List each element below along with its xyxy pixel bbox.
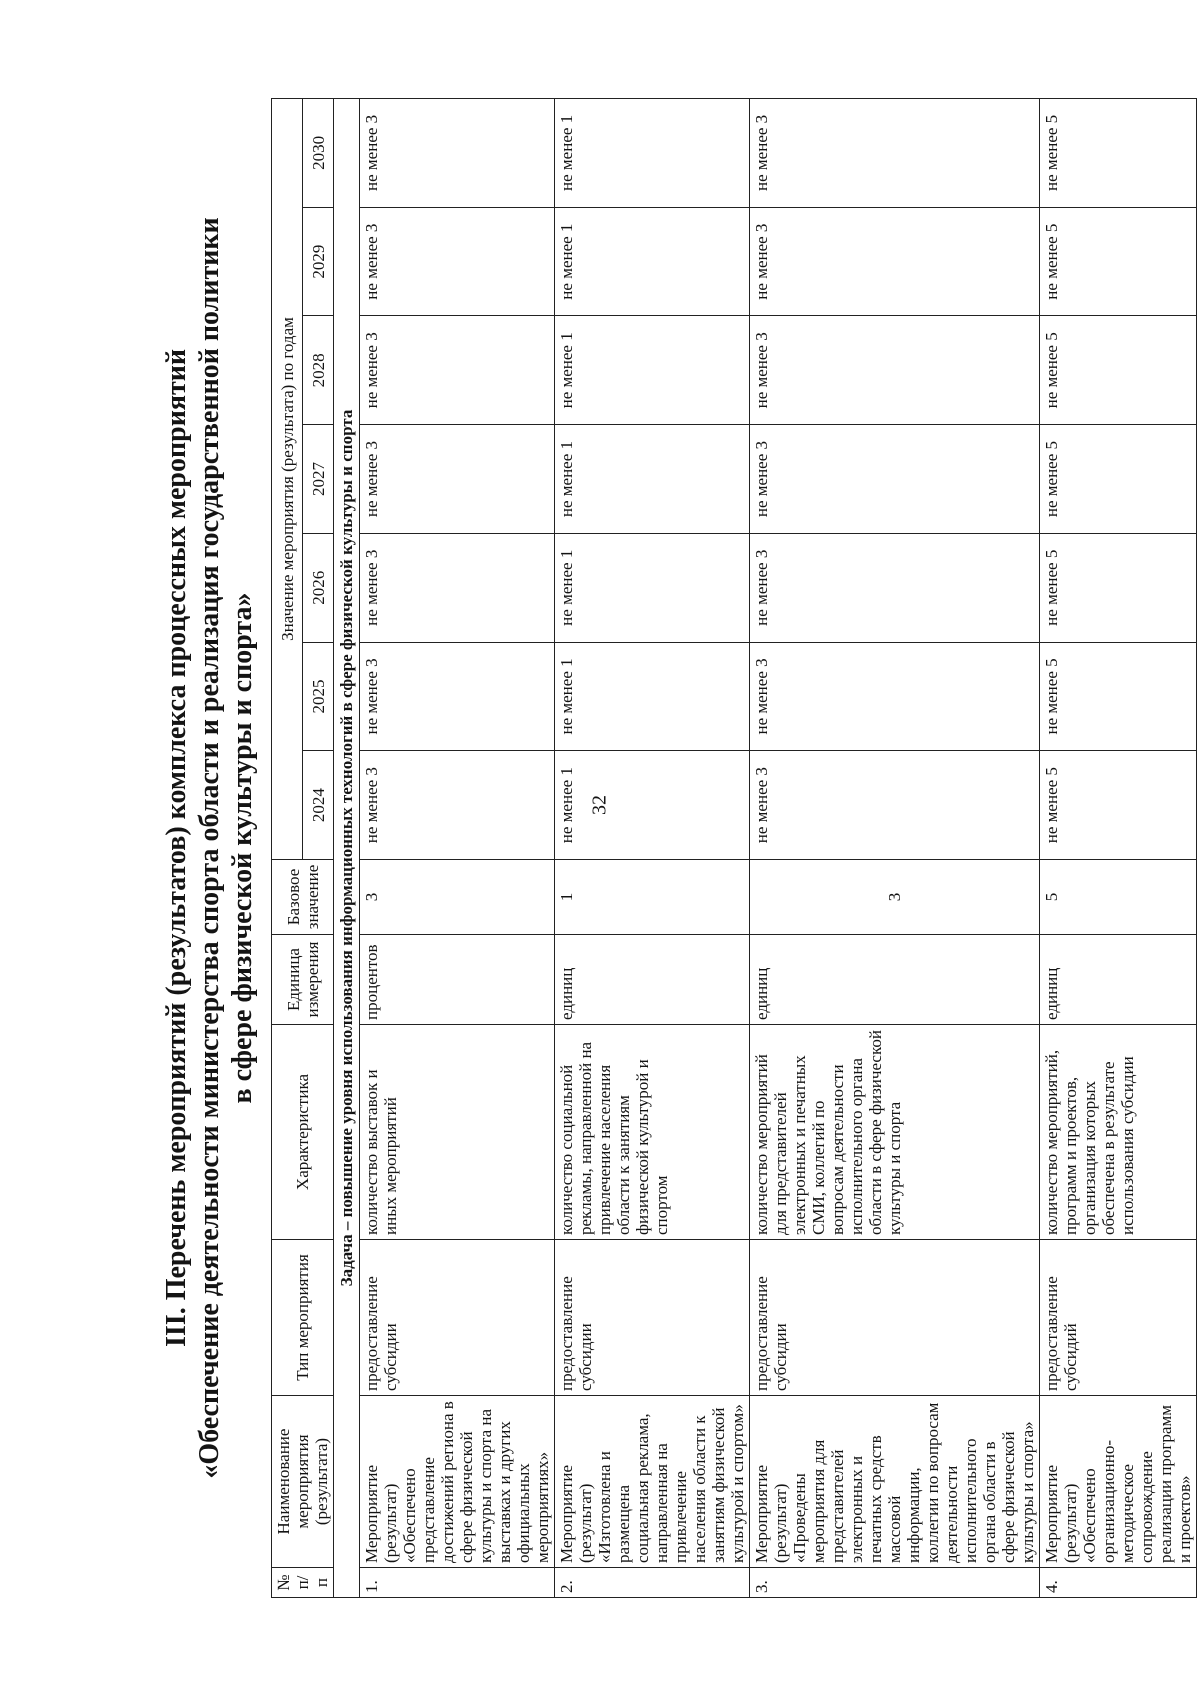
row-value: не менее 3 bbox=[750, 99, 1040, 208]
row-value: не менее 5 bbox=[1040, 316, 1197, 425]
row-characteristic: количество мероприятий, программ и проектов, организация которых обеспечена в результате использования субсидии bbox=[1040, 1025, 1197, 1240]
row-value: не менее 3 bbox=[360, 425, 555, 534]
row-value: не менее 1 bbox=[555, 99, 750, 208]
section-heading bbox=[160, 98, 259, 1598]
row-num: 1. bbox=[360, 1568, 555, 1598]
row-value: не менее 5 bbox=[1040, 533, 1197, 642]
header-unit: Единица измерения bbox=[272, 935, 334, 1025]
header-year: 2024 bbox=[303, 751, 334, 860]
header-num: № п/п bbox=[272, 1568, 334, 1598]
row-value: не менее 5 bbox=[1040, 751, 1197, 860]
row-value: не менее 3 bbox=[360, 751, 555, 860]
row-type: предоставление субсидий bbox=[1040, 1240, 1197, 1396]
row-value: не менее 3 bbox=[750, 751, 1040, 860]
task-row bbox=[334, 99, 360, 1598]
table-row bbox=[555, 99, 750, 1598]
header-characteristic: Характеристика bbox=[272, 1025, 334, 1240]
row-value: не менее 3 bbox=[750, 642, 1040, 751]
row-value: не менее 1 bbox=[555, 751, 750, 860]
row-unit: единиц bbox=[555, 935, 750, 1025]
rotated-content bbox=[160, 98, 1194, 1598]
row-unit: единиц bbox=[750, 935, 1040, 1025]
row-value: не менее 3 bbox=[360, 207, 555, 316]
row-value: не менее 3 bbox=[360, 642, 555, 751]
row-value: не менее 3 bbox=[360, 99, 555, 208]
row-name: Мероприятие (результат) «Обеспечено организационно-методическое сопровождение реализации программ и проектов» bbox=[1040, 1396, 1197, 1568]
row-unit: процентов bbox=[360, 935, 555, 1025]
header-name: Наименование мероприятия (результата) bbox=[272, 1396, 334, 1568]
measures-table bbox=[271, 98, 1197, 1598]
header-base-value: Базовое значение bbox=[272, 860, 334, 935]
row-base-value: 5 bbox=[1040, 860, 1197, 935]
row-value: не менее 3 bbox=[750, 533, 1040, 642]
row-value: не менее 5 bbox=[1040, 99, 1197, 208]
row-base-value: 1 bbox=[555, 860, 750, 935]
row-characteristic: количество выставок и иных мероприятий bbox=[360, 1025, 555, 1240]
row-value: не менее 5 bbox=[1040, 207, 1197, 316]
header-year: 2030 bbox=[303, 99, 334, 208]
header-year: 2027 bbox=[303, 425, 334, 534]
row-type: предоставление субсидии bbox=[555, 1240, 750, 1396]
heading-line-2: «Обеспечение деятельности министерства спорта области и реализация государственной политики bbox=[194, 217, 225, 1479]
row-name: Мероприятие (результат) «Обеспечено представление достижений региона в сфере физической культуры и спорта на выставках и других официальных мероприятиях» bbox=[360, 1396, 555, 1568]
row-num: 2. bbox=[555, 1568, 750, 1598]
row-base-value: 3 bbox=[750, 860, 1040, 935]
task-text: Задача – повышение уровня использования информационных технологий в сфере физической культуры и спорта bbox=[334, 99, 360, 1598]
row-characteristic: количество мероприятий для представителей электронных и печатных СМИ, коллегий по вопросам деятельности исполнительного органа области в сфере физической культуры и спорта bbox=[750, 1025, 1040, 1240]
row-value: не менее 1 bbox=[555, 533, 750, 642]
row-value: не менее 3 bbox=[360, 533, 555, 642]
row-type: предоставление субсидии bbox=[750, 1240, 1040, 1396]
row-name: Мероприятие (результат) «Изготовлена и размещена социальная реклама, направленная на привлечение населения области к занятиям физической культурой и спортом» bbox=[555, 1396, 750, 1568]
row-num: 3. bbox=[750, 1568, 1040, 1598]
row-name: Мероприятие (результат) «Проведены мероприятия для представителей электронных и печатных средств массовой информации, коллегии по вопросам деятельности исполнительного органа области в сфере физической культуры и спорта» bbox=[750, 1396, 1040, 1568]
row-value: не менее 1 bbox=[555, 425, 750, 534]
table-row bbox=[1040, 99, 1197, 1598]
row-value: не менее 1 bbox=[555, 207, 750, 316]
row-value: не менее 5 bbox=[1040, 642, 1197, 751]
row-num: 4. bbox=[1040, 1568, 1197, 1598]
row-value: не менее 1 bbox=[555, 642, 750, 751]
header-values-by-year: Значение мероприятия (результата) по годам bbox=[272, 99, 303, 860]
header-year: 2029 bbox=[303, 207, 334, 316]
page-number: 32 bbox=[588, 795, 611, 815]
header-year: 2028 bbox=[303, 316, 334, 425]
row-type: предоставление субсидии bbox=[360, 1240, 555, 1396]
row-value: не менее 1 bbox=[555, 316, 750, 425]
row-characteristic: количество социальной рекламы, направленной на привлечение населения области к занятиям физической культурой и спортом bbox=[555, 1025, 750, 1240]
heading-line-1: III. Перечень мероприятий (результатов) комплекса процессных мероприятий bbox=[161, 349, 192, 1347]
row-base-value: 3 bbox=[360, 860, 555, 935]
row-value: не менее 3 bbox=[750, 207, 1040, 316]
row-unit: единиц bbox=[1040, 935, 1197, 1025]
heading-line-3: в сфере физической культуры и спорта» bbox=[227, 592, 258, 1104]
row-value: не менее 3 bbox=[750, 316, 1040, 425]
header-type: Тип мероприятия bbox=[272, 1240, 334, 1396]
table-row bbox=[360, 99, 555, 1598]
header-year: 2026 bbox=[303, 533, 334, 642]
table-row bbox=[750, 99, 1040, 1598]
row-value: не менее 3 bbox=[360, 316, 555, 425]
row-value: не менее 5 bbox=[1040, 425, 1197, 534]
header-year: 2025 bbox=[303, 642, 334, 751]
row-value: не менее 3 bbox=[750, 425, 1040, 534]
